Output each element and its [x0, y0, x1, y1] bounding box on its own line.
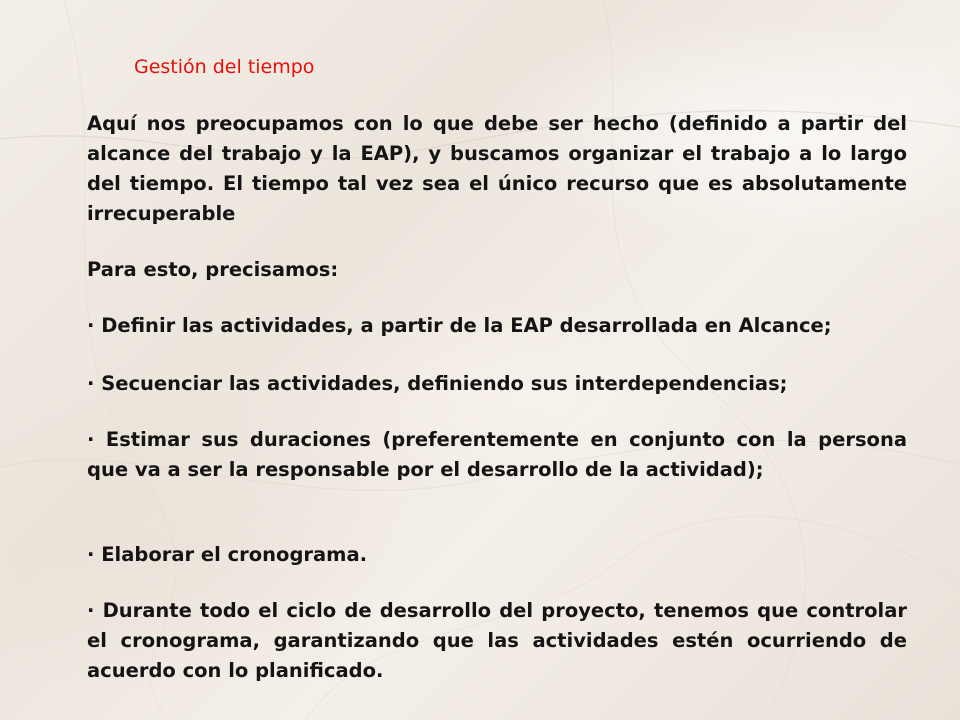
bullet-item: · Elaborar el cronograma. [87, 543, 368, 566]
lead-text: Para esto, precisamos: [87, 258, 339, 281]
bullet-item: · Durante todo el ciclo de desarrollo del proyecto, tenemos que controlar el cronograma, garantizando que las actividades estén ocurriendo de acuerdo con lo planificado. [87, 599, 907, 682]
slide-title: Gestión del tiempo [134, 56, 315, 78]
bullet-item: · Secuenciar las actividades, definiendo sus interdependencias; [87, 372, 788, 395]
bullet-item: · Estimar sus duraciones (preferentemente en conjunto con la persona que va a ser la responsable por el desarrollo de la actividad); [87, 428, 907, 481]
bullet-item: · Definir las actividades, a partir de la EAP desarrollada en Alcance; [87, 314, 832, 337]
intro-paragraph: Aquí nos preocupamos con lo que debe ser hecho (definido a partir del alcance del trabajo y la EAP), y buscamos organizar el trabajo a lo largo del tiempo. El tiempo tal vez sea el único recurso que es absolutamente irrecuperable [87, 112, 907, 225]
